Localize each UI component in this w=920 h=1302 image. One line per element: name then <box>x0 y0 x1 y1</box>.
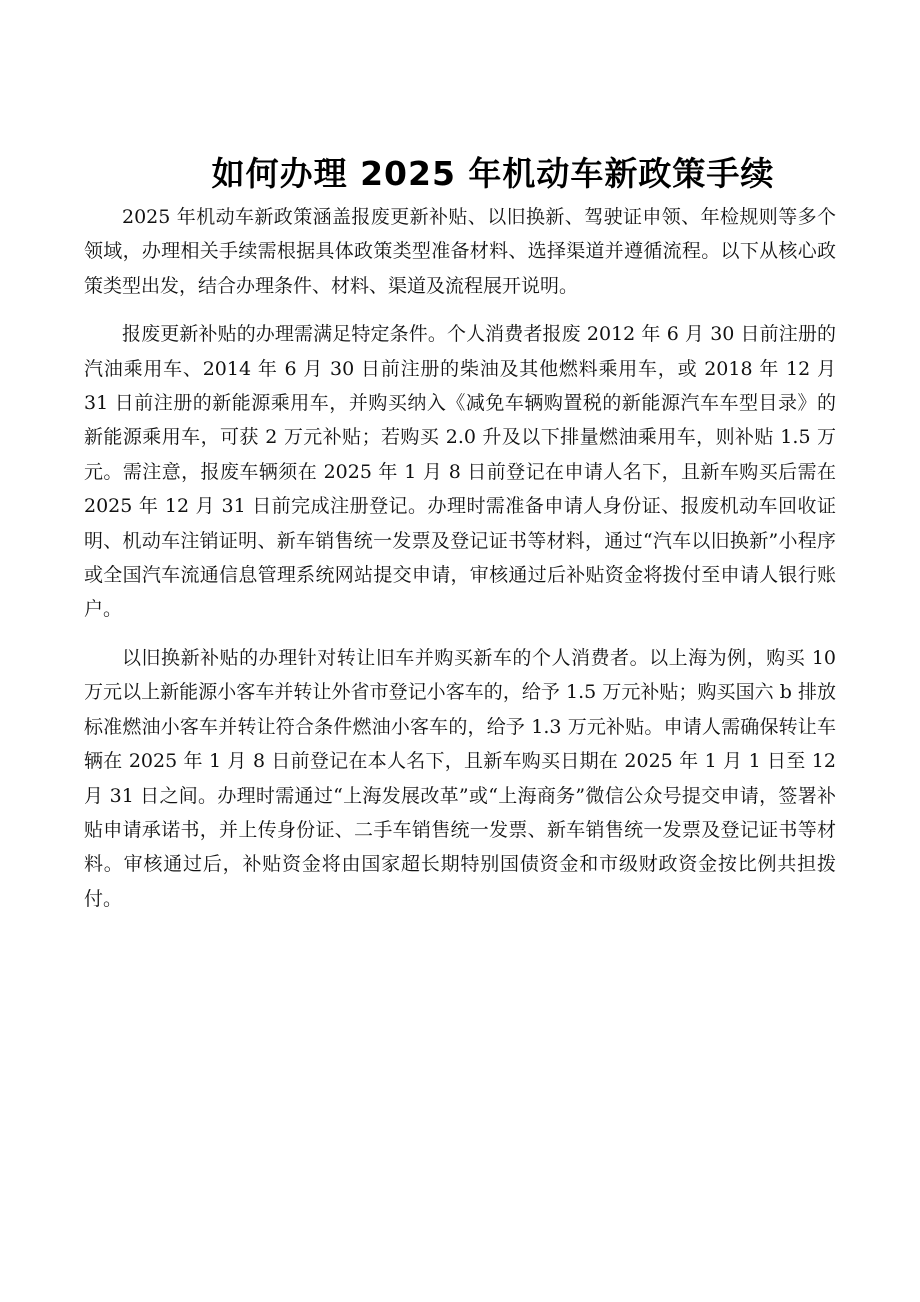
paragraph-intro: 2025 年机动车新政策涵盖报废更新补贴、以旧换新、驾驶证申领、年检规则等多个领域，办理相关手续需根据具体政策类型准备材料、选择渠道并遵循流程。以下从核心政策类型出发，结合办理条件、材料、渠道及流程展开说明。 <box>84 206 836 297</box>
document-body <box>84 200 836 930</box>
page-title: 如何办理 2025 年机动车新政策手续 <box>211 154 775 194</box>
paragraph-scrap-subsidy: 报废更新补贴的办理需满足特定条件。个人消费者报废 2012 年 6 月 30 日前注册的汽油乘用车、2014 年 6 月 30 日前注册的柴油及其他燃料乘用车，或 2018 年 12 月 31 日前注册的新能源乘用车，并购买纳入《减免车辆购置税的新能源汽车车型目录》的新能源乘用车，可获 2 万元补贴；若购买 2.0 升及以下排量燃油乘用车，则补贴 1.5 万元。需注意，报废车辆须在 2025 年 1 月 8 日前登记在申请人名下，且新车购买后需在 2025 年 12 月 31 日前完成注册登记。办理时需准备申请人身份证、报废机动车回收证明、机动车注销证明、新车销售统一发票及登记证书等材料，通过“汽车以旧换新”小程序或全国汽车流通信息管理系统网站提交申请，审核通过后补贴资金将拨付至申请人银行账户。 <box>84 323 836 621</box>
paragraph-tradein-subsidy: 以旧换新补贴的办理针对转让旧车并购买新车的个人消费者。以上海为例，购买 10 万元以上新能源小客车并转让外省市登记小客车的，给予 1.5 万元补贴；购买国六 b 排放标准燃油小客车并转让符合条件燃油小客车的，给予 1.3 万元补贴。申请人需确保转让车辆在 2025 年 1 月 8 日前登记在本人名下，且新车购买日期在 2025 年 1 月 1 日至 12 月 31 日之间。办理时需通过“上海发展改革”或“上海商务”微信公众号提交申请，签署补贴申请承诺书，并上传身份证、二手车销售统一发票、新车销售统一发票及登记证书等材料。审核通过后，补贴资金将由国家超长期特别国债资金和市级财政资金按比例共担拨付。 <box>84 646 836 910</box>
